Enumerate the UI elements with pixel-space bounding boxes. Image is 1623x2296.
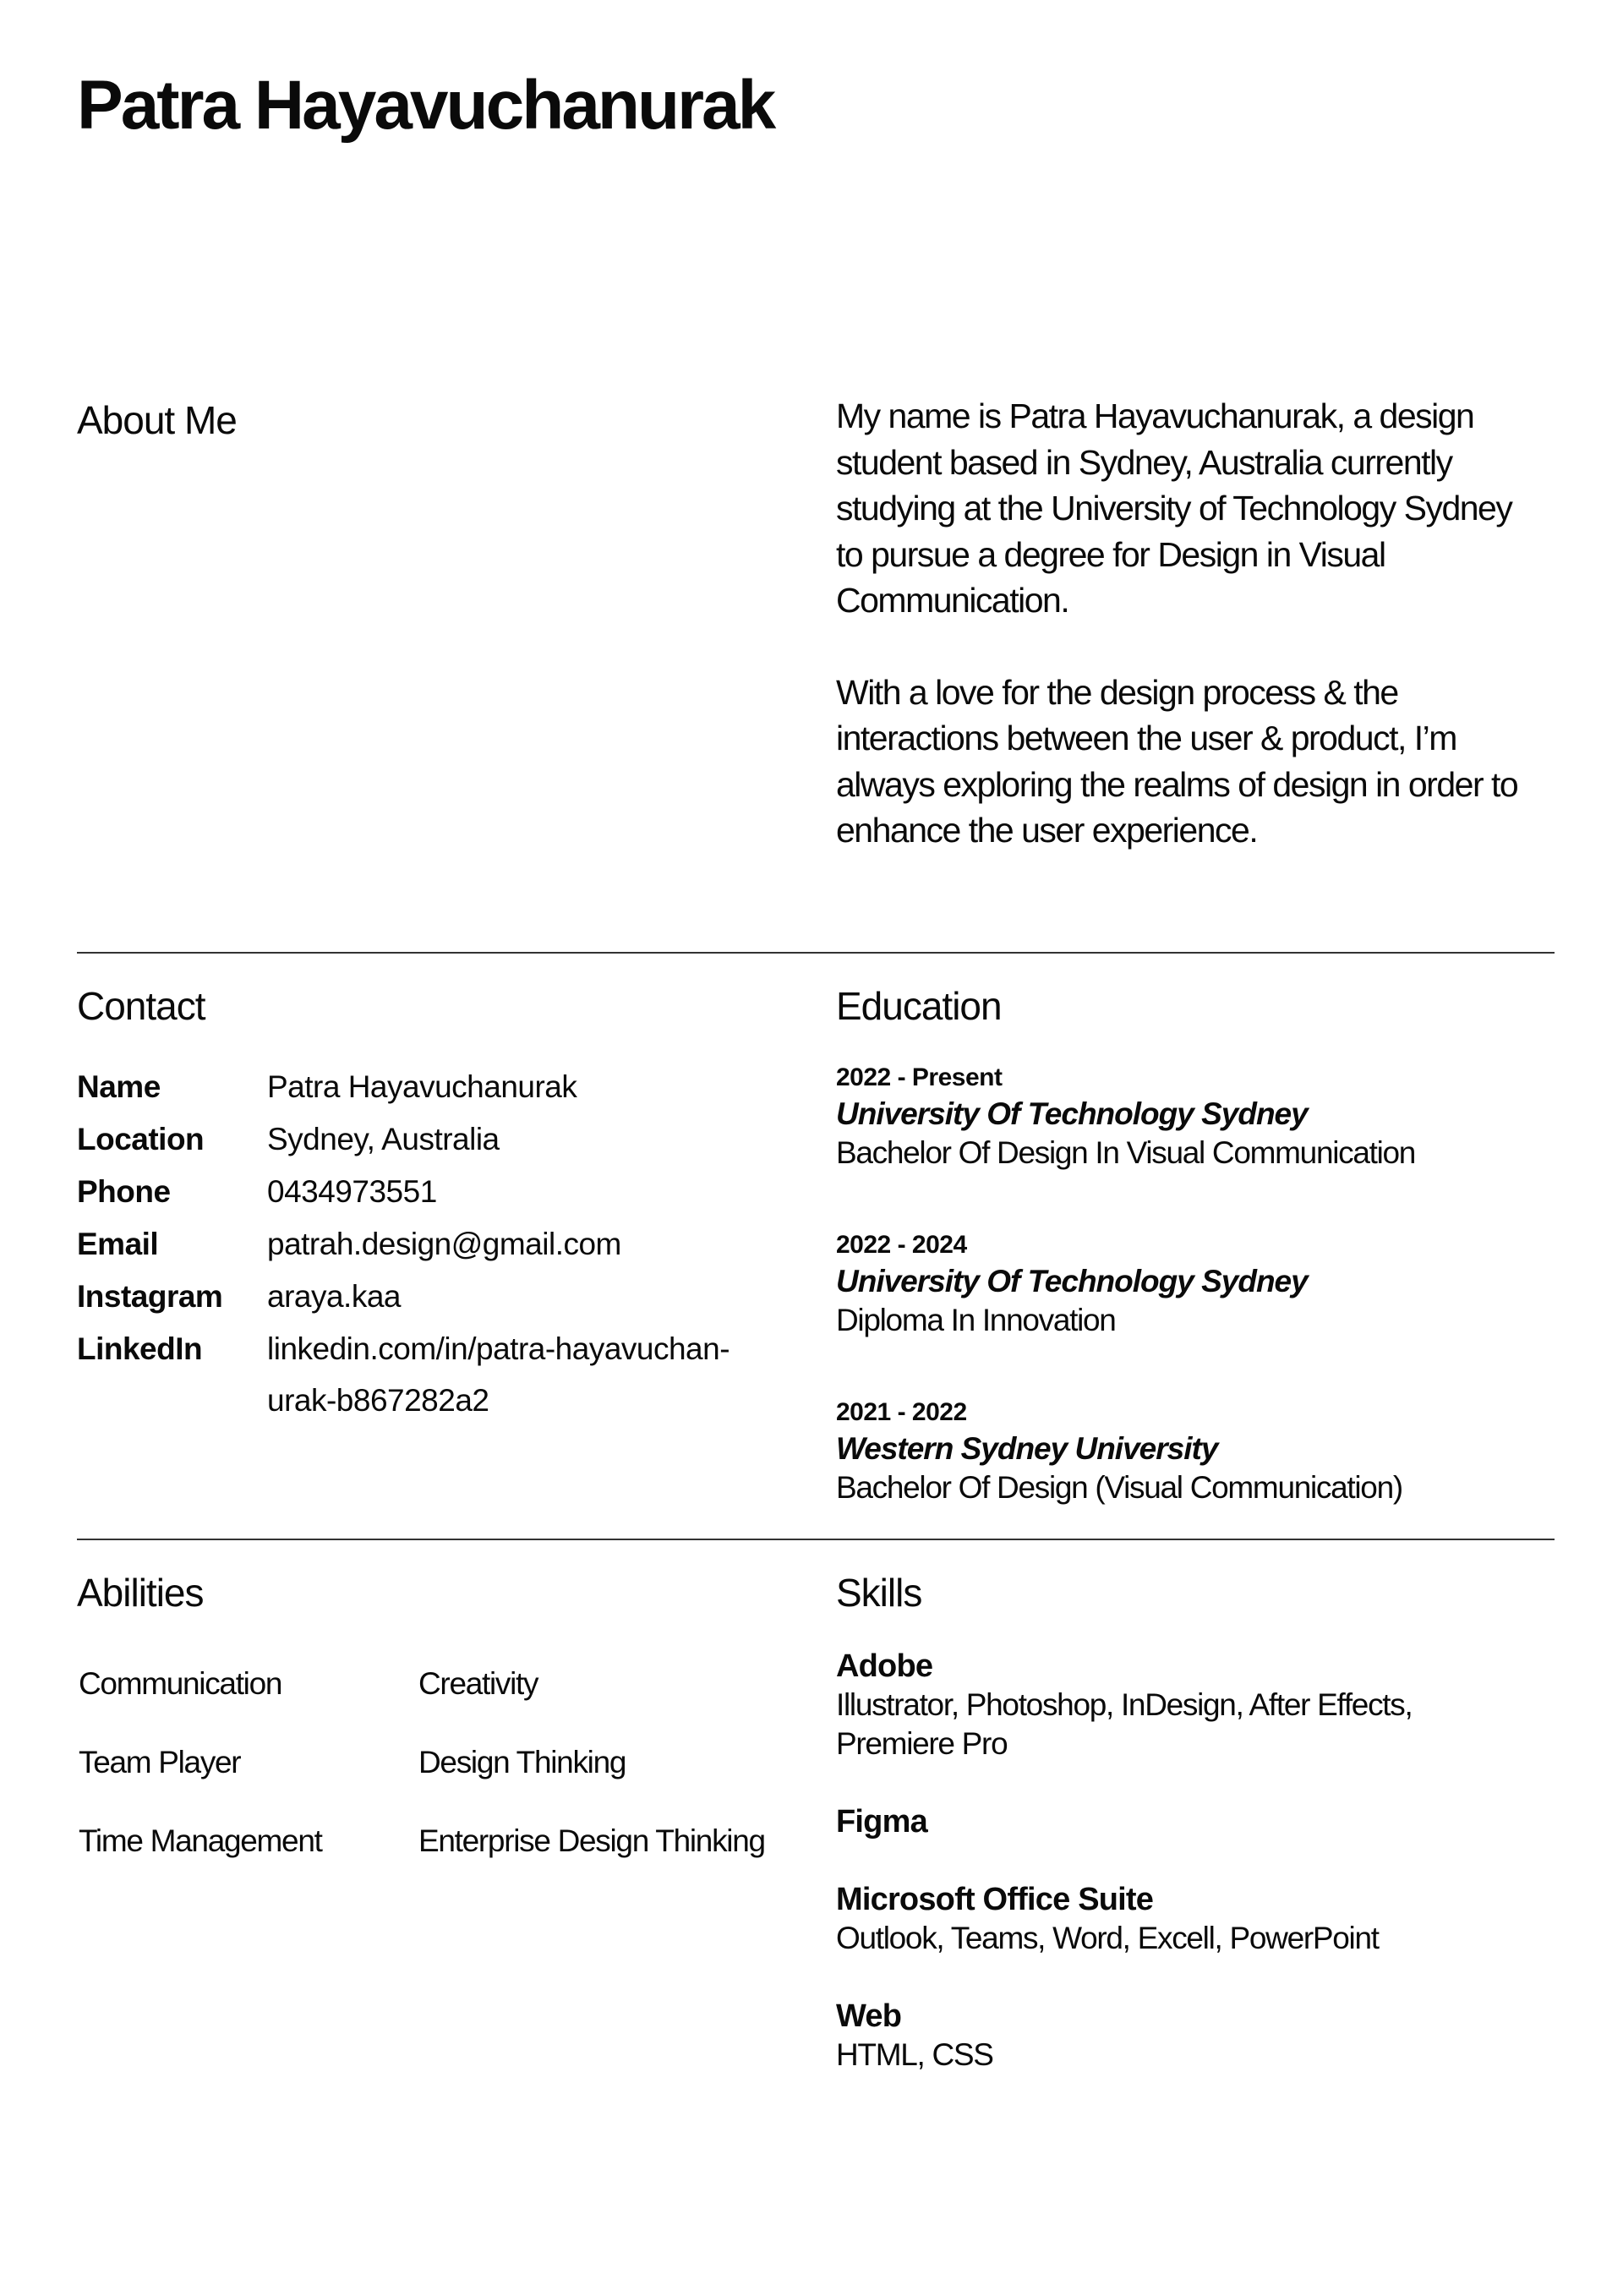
abilities-heading: Abilities	[77, 1571, 204, 1615]
education-school: University Of Technology Sydney	[836, 1096, 1308, 1131]
about-text	[836, 393, 1538, 854]
contact-value: 0434973551	[267, 1174, 437, 1209]
ability-item: Communication	[79, 1666, 282, 1701]
contact-label: Location	[77, 1122, 205, 1156]
contact-value: linkedin.com/in/patra-hayavuchan-urak-b867282a2	[267, 1331, 730, 1418]
contact-label: LinkedIn	[77, 1331, 203, 1366]
skill-group-web	[836, 1997, 1445, 2075]
ability-item: Creativity	[418, 1666, 538, 1701]
contact-section	[77, 983, 205, 1030]
skill-name: Adobe	[836, 1648, 933, 1684]
skill-group-adobe	[836, 1647, 1445, 1763]
education-years: 2022 - 2024	[836, 1231, 967, 1259]
skills-list	[836, 1647, 1445, 2075]
skill-name: Figma	[836, 1804, 927, 1840]
skill-detail: HTML, CSS	[836, 2037, 993, 2072]
about-paragraph: My name is Patra Hayavuchanurak, a design student based in Sydney, Australia currently studying at the University of Technology Sydney to pursue a degree for Design in Visual Communication.	[836, 396, 1512, 620]
contact-heading: Contact	[77, 984, 205, 1028]
skill-name: Microsoft Office Suite	[836, 1882, 1154, 1917]
skills-heading: Skills	[836, 1571, 922, 1615]
contact-table	[77, 1061, 791, 1426]
education-degree: Bachelor Of Design In Visual Communication	[836, 1135, 1416, 1170]
contact-row-location	[77, 1113, 791, 1166]
education-degree: Diploma In Innovation	[836, 1303, 1116, 1337]
divider	[77, 952, 1555, 954]
contact-value: patrah.design@gmail.com	[267, 1227, 621, 1261]
contact-value: araya.kaa	[267, 1279, 401, 1314]
skill-group-figma	[836, 1802, 1445, 1841]
skill-name: Web	[836, 1998, 902, 2034]
education-degree: Bachelor Of Design (Visual Communication)	[836, 1470, 1402, 1505]
education-section	[836, 983, 1002, 1030]
contact-label: Name	[77, 1069, 161, 1104]
contact-row-linkedin	[77, 1323, 791, 1426]
ability-item: Team Player	[79, 1745, 241, 1779]
contact-value: Patra Hayavuchanurak	[267, 1069, 577, 1104]
contact-label: Email	[77, 1227, 159, 1261]
skills-section	[836, 1570, 921, 1616]
contact-value: Sydney, Australia	[267, 1122, 500, 1156]
about-section	[77, 397, 237, 444]
education-item	[836, 1061, 1415, 1173]
contact-label: Phone	[77, 1174, 171, 1209]
about-paragraph: With a love for the design process & the interactions between the user & product, I’m always exploring the realms of design in order to enhance the user experience.	[836, 672, 1518, 850]
ability-item: Design Thinking	[418, 1745, 626, 1779]
divider	[77, 1539, 1555, 1540]
contact-row-phone	[77, 1166, 791, 1218]
ability-item: Time Management	[79, 1823, 322, 1858]
education-years: 2022 - Present	[836, 1063, 1003, 1091]
education-school: Western Sydney University	[836, 1431, 1218, 1466]
education-school: University Of Technology Sydney	[836, 1264, 1308, 1298]
resume-name: Patra Hayavuchanurak	[77, 67, 774, 144]
education-item	[836, 1396, 1415, 1507]
contact-row-instagram	[77, 1271, 791, 1323]
contact-label: Instagram	[77, 1279, 223, 1314]
abilities-section	[77, 1570, 204, 1616]
skill-detail: Outlook, Teams, Word, Excell, PowerPoint	[836, 1921, 1379, 1955]
abilities-grid	[79, 1644, 790, 1880]
education-item	[836, 1228, 1415, 1340]
education-years: 2021 - 2022	[836, 1398, 967, 1426]
contact-row-email	[77, 1218, 791, 1271]
contact-row-name	[77, 1061, 791, 1113]
education-list	[836, 1061, 1415, 1507]
skill-group-microsoft-office	[836, 1880, 1445, 1958]
ability-item: Enterprise Design Thinking	[418, 1823, 765, 1858]
about-heading: About Me	[77, 398, 237, 442]
skill-detail: Illustrator, Photoshop, InDesign, After Effects, Premiere Pro	[836, 1687, 1413, 1761]
education-heading: Education	[836, 984, 1002, 1028]
